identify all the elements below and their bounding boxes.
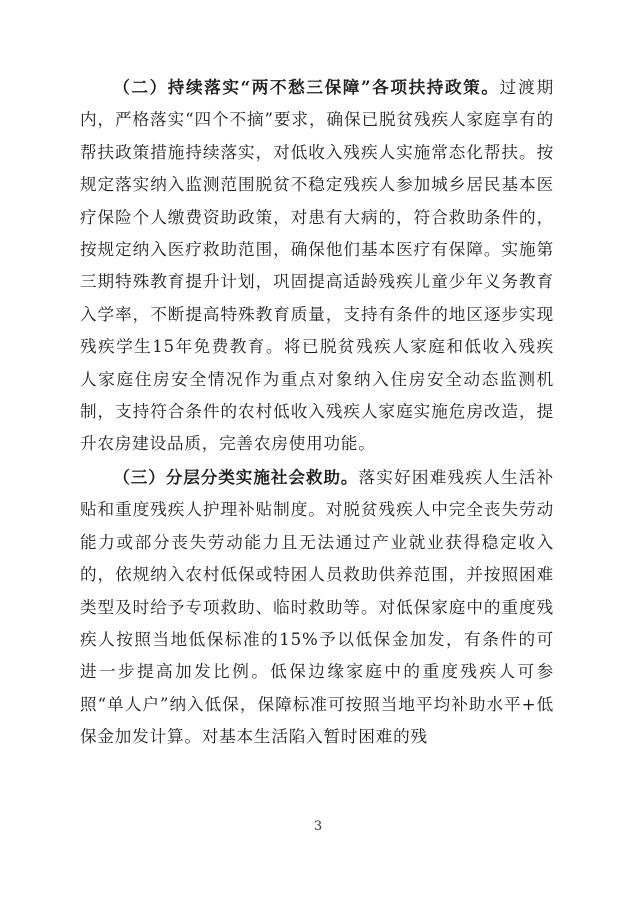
paragraph-policy-support [80,71,554,461]
paragraph-social-assistance [80,461,554,754]
document-body [80,71,554,754]
paragraph-text: 过渡期内，严格落实“四个不摘”要求，确保已脱贫残疾人家庭享有的帮扶政策措施持续落实，对低收入残疾人实施常态化帮扶。按规定落实纳入监测范围脱贫不稳定残疾人参加城乡居民基本医疗保险个人缴费资助政策，对患有大病的，符合救助条件的，按规定纳入医疗救助范围，确保他们基本医疗有保障。实施第三期特殊教育提升计划，巩固提高适龄残疾儿童少年义务教育入学率，不断提高特殊教育质量，支持有条件的地区逐步实现残疾学生15年免费教育。将已脱贫残疾人家庭和低收入残疾人家庭住房安全情况作为重点对象纳入住房安全动态监测机制，支持符合条件的农村低收入残疾人家庭实施危房改造，提升农房建设品质，完善农房使用功能。 [80,78,554,454]
paragraph-text: 落实好困难残疾人生活补贴和重度残疾人护理补贴制度。对脱贫残疾人中完全丧失劳动能力或部分丧失劳动能力且无法通过产业就业获得稳定收入的，依规纳入农村低保或特困人员救助供养范围，并按照困难类型及时给予专项救助、临时救助等。对低保家庭中的重度残疾人按照当地低保标准的15%予以低保金加发，有条件的可进一步提高加发比例。低保边缘家庭中的重度残疾人可参照“单人户”纳入低保，保障标准可按照当地平均补助水平+低保金加发计算。对基本生活陷入暂时困难的残 [80,467,554,747]
section-heading-three: （三）分层分类实施社会救助。 [113,466,359,487]
section-heading-two: （二）持续落实“两不愁三保障”各项扶持政策。 [113,77,500,97]
page-number: 3 [313,819,323,834]
